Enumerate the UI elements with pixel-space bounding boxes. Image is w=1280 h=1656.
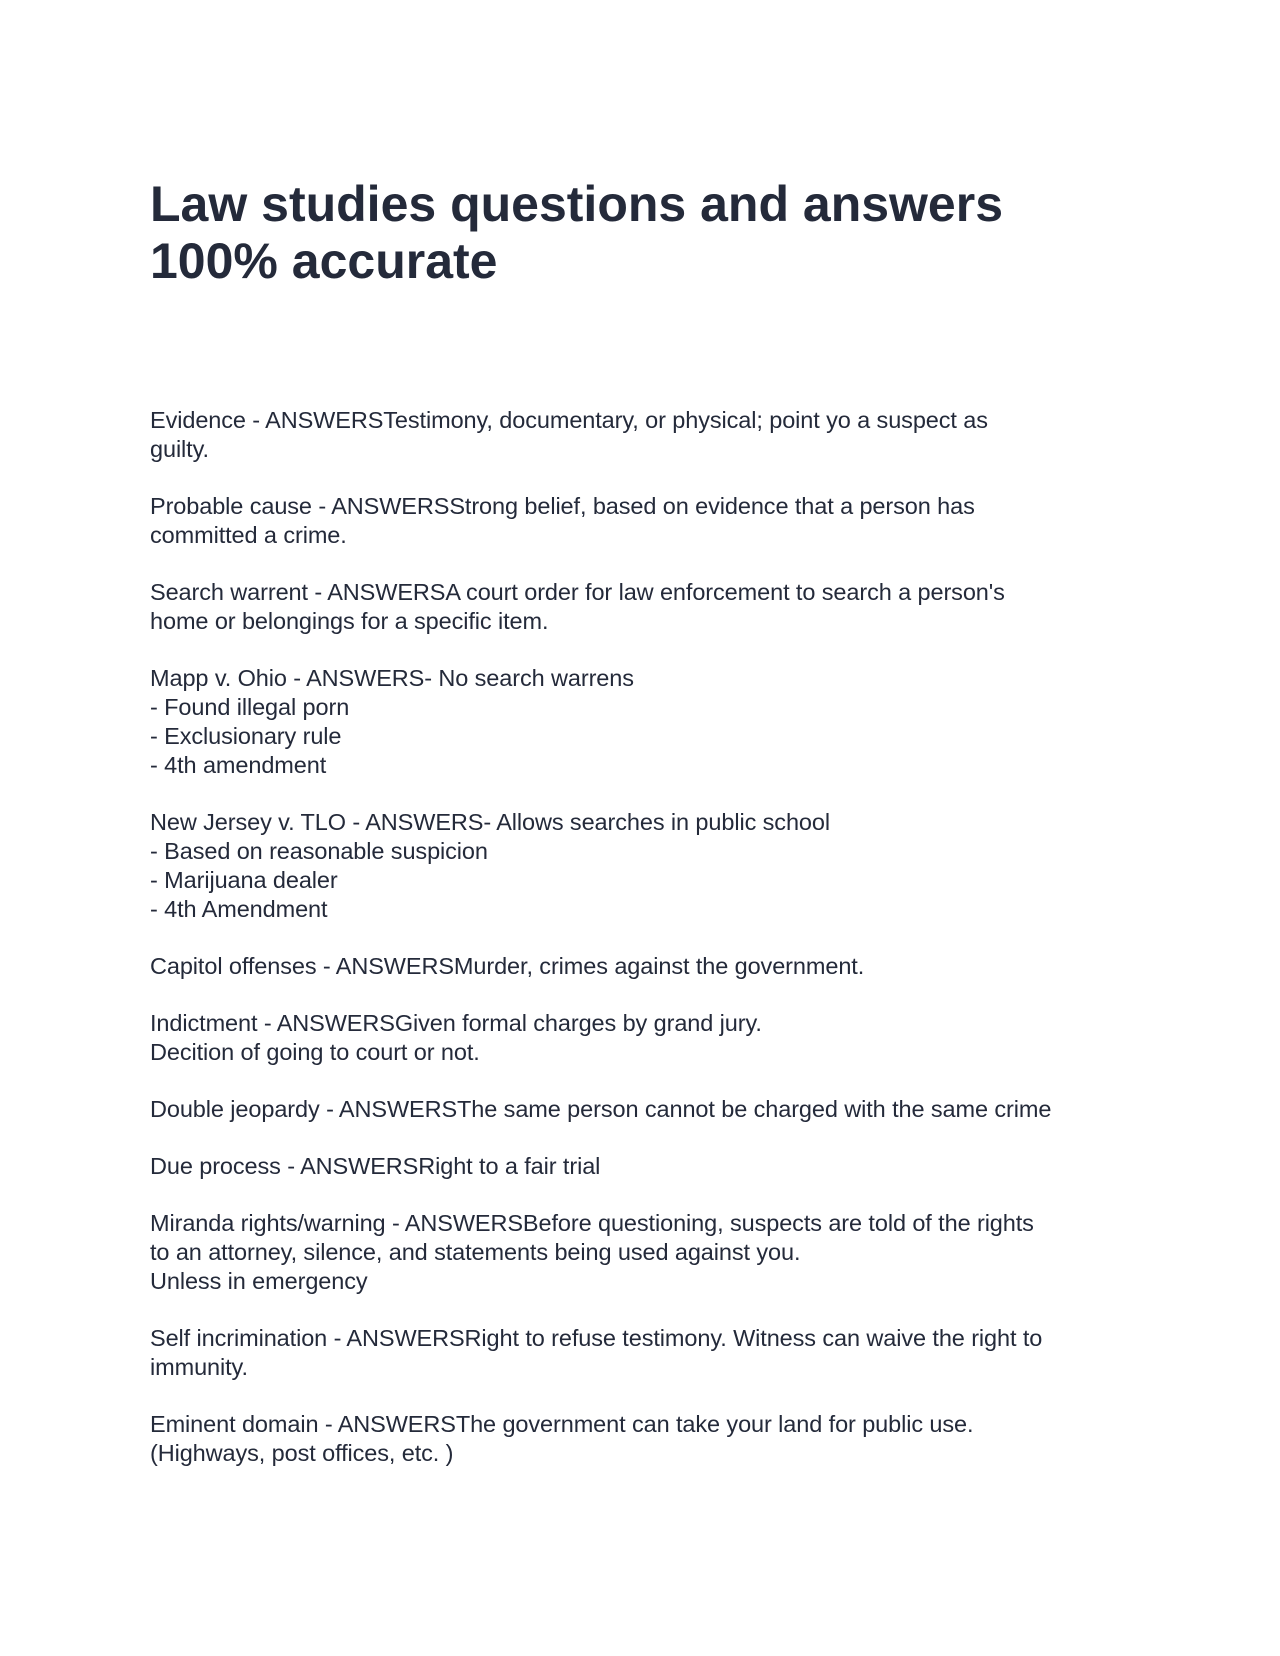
title-line: 100% accurate xyxy=(150,233,498,289)
entry-line: committed a crime. xyxy=(150,522,347,548)
qa-entry-due-process xyxy=(150,1152,1150,1181)
entry-line: Decition of going to court or not. xyxy=(150,1039,480,1065)
entry-line: Eminent domain - ANSWERSThe government can take your land for public use. xyxy=(150,1411,974,1437)
qa-entry-search-warrent xyxy=(150,578,1150,636)
entry-line: Due process - ANSWERSRight to a fair trial xyxy=(150,1153,601,1179)
qa-entry-indictment xyxy=(150,1009,1150,1067)
entry-line: - Marijuana dealer xyxy=(150,867,338,893)
qa-entry-eminent-domain xyxy=(150,1410,1150,1468)
entry-line: - Found illegal porn xyxy=(150,694,350,720)
entry-line: Unless in emergency xyxy=(150,1268,368,1294)
entry-line: Indictment - ANSWERSGiven formal charges by grand jury. xyxy=(150,1010,762,1036)
entry-line: Double jeopardy - ANSWERSThe same person cannot be charged with the same crime xyxy=(150,1096,1052,1122)
title-line: Law studies questions and answers xyxy=(150,176,1004,232)
entry-line: - Exclusionary rule xyxy=(150,723,342,749)
qa-entry-mapp-v-ohio xyxy=(150,664,1150,780)
entry-line: Evidence - ANSWERSTestimony, documentary, or physical; point yo a suspect as xyxy=(150,407,988,433)
qa-entry-double-jeopardy xyxy=(150,1095,1150,1124)
entry-line: New Jersey v. TLO - ANSWERS- Allows searches in public school xyxy=(150,809,830,835)
qa-entry-evidence xyxy=(150,406,1150,464)
entry-line: - 4th Amendment xyxy=(150,896,328,922)
qa-entry-miranda-rights xyxy=(150,1209,1150,1296)
entry-line: - Based on reasonable suspicion xyxy=(150,838,488,864)
entry-line: - 4th amendment xyxy=(150,752,327,778)
entry-line: Probable cause - ANSWERSStrong belief, based on evidence that a person has xyxy=(150,493,975,519)
entry-line: home or belongings for a specific item. xyxy=(150,608,549,634)
entry-line: Self incrimination - ANSWERSRight to refuse testimony. Witness can waive the right to xyxy=(150,1325,1043,1351)
qa-entry-self-incrimination xyxy=(150,1324,1150,1382)
document-page xyxy=(150,176,1150,1496)
entry-line: immunity. xyxy=(150,1354,248,1380)
entry-line: to an attorney, silence, and statements being used against you. xyxy=(150,1239,801,1265)
qa-entry-probable-cause xyxy=(150,492,1150,550)
qa-entry-capitol-offenses xyxy=(150,952,1150,981)
entry-line: Miranda rights/warning - ANSWERSBefore questioning, suspects are told of the rights xyxy=(150,1210,1034,1236)
entry-line: Capitol offenses - ANSWERSMurder, crimes against the government. xyxy=(150,953,865,979)
qa-list xyxy=(150,406,1150,1468)
entry-line: Search warrent - ANSWERSA court order for law enforcement to search a person's xyxy=(150,579,1005,605)
qa-entry-new-jersey-v-tlo xyxy=(150,808,1150,924)
entry-line: Mapp v. Ohio - ANSWERS- No search warrens xyxy=(150,665,634,691)
entry-line: (Highways, post offices, etc. ) xyxy=(150,1440,454,1466)
document-title xyxy=(150,176,1150,290)
entry-line: guilty. xyxy=(150,436,209,462)
